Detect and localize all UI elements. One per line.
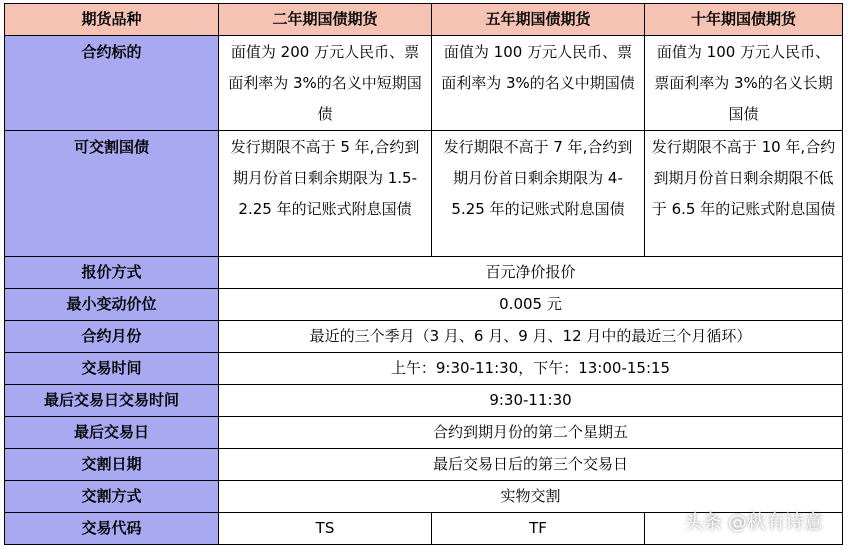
quote-value: 百元净价报价 [219, 257, 843, 289]
deliverable-2y: 发行期限不高于 5 年,合约到期月份首日剩余期限为 1.5-2.25 年的记账式附息国债 [219, 131, 432, 257]
last-day-value: 合约到期月份的第二个星期五 [219, 417, 843, 449]
last-day-hours-value: 9:30-11:30 [219, 385, 843, 417]
month-label: 合约月份 [5, 321, 219, 353]
futures-spec-table [4, 3, 843, 545]
watermark: 头条 @秋有诗意 [684, 511, 824, 533]
last-day-row [5, 417, 843, 449]
code-5y: TF [432, 513, 645, 545]
tick-row [5, 289, 843, 321]
contract-row [5, 36, 843, 131]
last-day-label: 最后交易日 [5, 417, 219, 449]
contract-2y: 面值为 200 万元人民币、票面利率为 3%的名义中短期国债 [219, 36, 432, 131]
delivery-method-label: 交割方式 [5, 481, 219, 513]
quote-row [5, 257, 843, 289]
tick-label: 最小变动价位 [5, 289, 219, 321]
month-row [5, 321, 843, 353]
delivery-date-row [5, 449, 843, 481]
trading-hours-label: 交易时间 [5, 353, 219, 385]
deliverable-label: 可交割国债 [5, 131, 219, 257]
delivery-date-value: 最后交易日后的第三个交易日 [219, 449, 843, 481]
header-5y: 五年期国债期货 [432, 4, 645, 36]
trading-hours-row [5, 353, 843, 385]
code-2y: TS [219, 513, 432, 545]
header-10y: 十年期国债期货 [645, 4, 843, 36]
code-label: 交易代码 [5, 513, 219, 545]
contract-10y: 面值为 100 万元人民币、票面利率为 3%的名义长期国债 [645, 36, 843, 131]
last-day-hours-row [5, 385, 843, 417]
trading-hours-value: 上午：9:30-11:30，下午：13:00-15:15 [219, 353, 843, 385]
delivery-date-label: 交割日期 [5, 449, 219, 481]
header-variety: 期货品种 [5, 4, 219, 36]
deliverable-row [5, 131, 843, 257]
tick-value: 0.005 元 [219, 289, 843, 321]
deliverable-5y: 发行期限不高于 7 年,合约到期月份首日剩余期限为 4-5.25 年的记账式附息国债 [432, 131, 645, 257]
delivery-method-value: 实物交割 [219, 481, 843, 513]
header-row [5, 4, 843, 36]
deliverable-10y: 发行期限不高于 10 年,合约到期月份首日剩余期限不低于 6.5 年的记账式附息国债 [645, 131, 843, 257]
last-day-hours-label: 最后交易日交易时间 [5, 385, 219, 417]
month-value: 最近的三个季月（3 月、6 月、9 月、12 月中的最近三个月循环） [219, 321, 843, 353]
quote-label: 报价方式 [5, 257, 219, 289]
header-2y: 二年期国债期货 [219, 4, 432, 36]
contract-5y: 面值为 100 万元人民币、票面利率为 3%的名义中期国债 [432, 36, 645, 131]
contract-label: 合约标的 [5, 36, 219, 131]
